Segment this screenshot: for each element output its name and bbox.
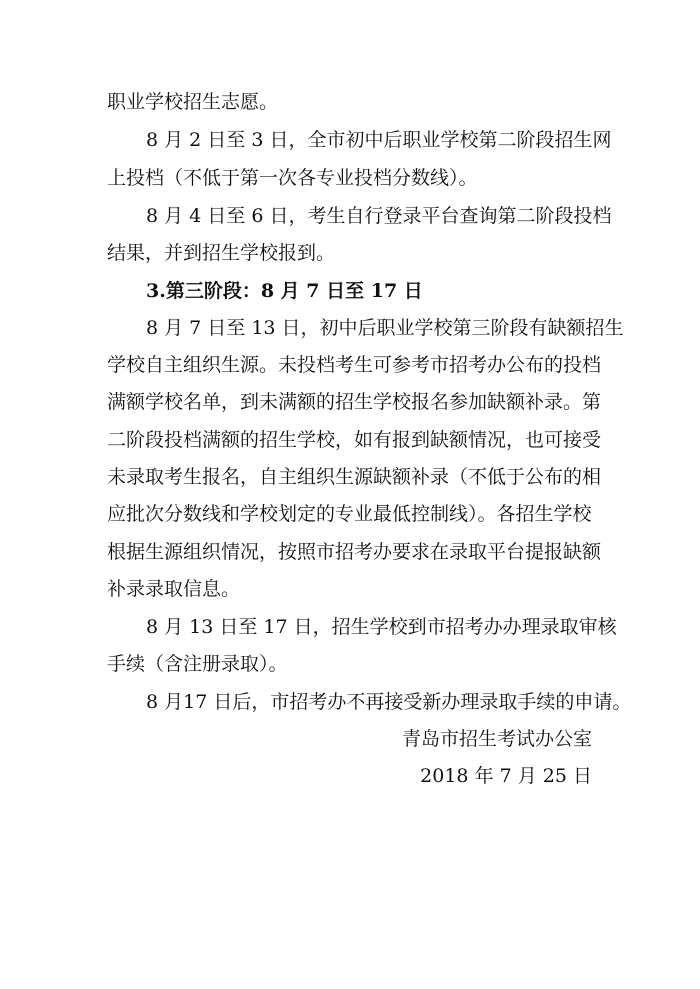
paragraph-line: 学校自主组织生源。未投档考生可参考市招考办公布的投档 [107,354,602,376]
signature-office: 青岛市招生考试办公室 [401,728,592,750]
paragraph-line: 8 月 4 日至 6 日，考生自行登录平台查询第二阶段投档 [146,205,612,227]
paragraph-line: 根据生源组织情况，按照市招考办要求在录取平台提报缺额 [107,541,602,563]
paragraph-line: 二阶段投档满额的招生学校，如有报到缺额情况，也可接受 [107,429,602,451]
paragraph-line: 职业学校招生志愿。 [107,91,279,113]
paragraph-line: 结果，并到招生学校报到。 [107,242,336,264]
paragraph-line: 应批次分数线和学校划定的专业最低控制线）。各招生学校 [107,503,592,525]
paragraph-line: 手续（含注册录取）。 [107,653,288,675]
paragraph-line: 8 月17 日后，市招考办不再接受新办理录取手续的申请。 [146,691,632,713]
paragraph-line: 满额学校名单，到未满额的招生学校报名参加缺额补录。第 [107,391,602,413]
paragraph-line: 未录取考生报名，自主组织生源缺额补录（不低于公布的相 [107,466,602,488]
paragraph-line: 补录录取信息。 [107,578,241,600]
section-heading: 3.第三阶段：8 月 7 日至 17 日 [146,280,423,302]
signature-date: 2018 年 7 月 25 日 [420,765,592,787]
paragraph-line: 8 月 13 日至 17 日，招生学校到市招考办办理录取审核 [146,616,617,638]
paragraph-line: 8 月 2 日至 3 日，全市初中后职业学校第二阶段招生网 [146,129,612,151]
paragraph-line: 上投档（不低于第一次各专业投档分数线）。 [107,167,478,189]
paragraph-line: 8 月 7 日至 13 日，初中后职业学校第三阶段有缺额招生 [146,317,624,339]
